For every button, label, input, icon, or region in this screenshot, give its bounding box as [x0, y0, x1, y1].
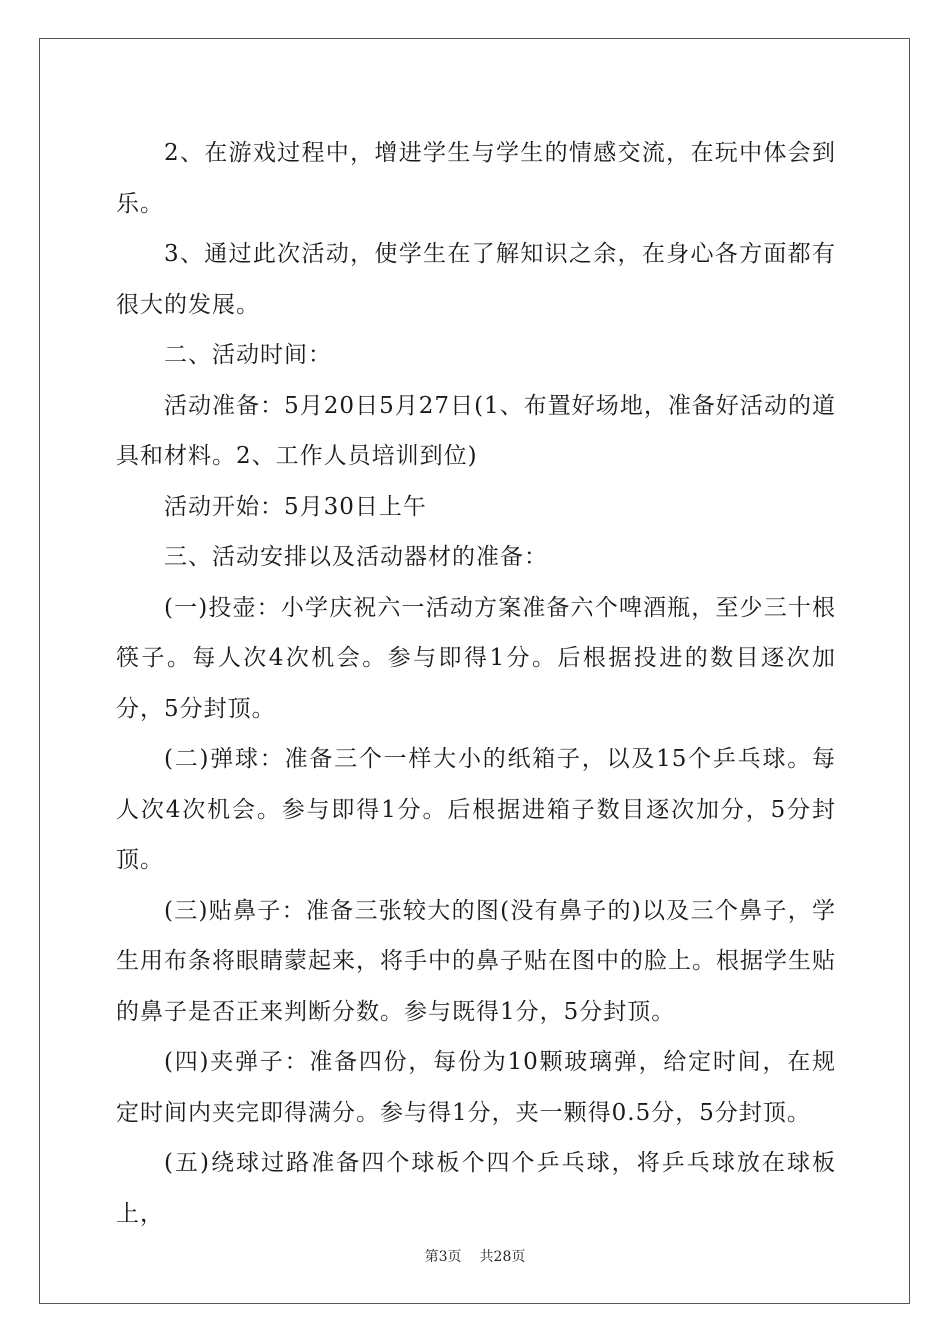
section-heading: 二、活动时间： [164, 342, 332, 368]
page-footer [0, 1248, 950, 1266]
paragraph: (一)投壶：小学庆祝六一活动方案准备六个啤酒瓶，至少三十根筷子。每人次4次机会。参与即得1分。后根据投进的数目逐次加分，5分封顶。 [116, 594, 836, 722]
page-total: 共28页 [479, 1249, 526, 1265]
paragraph: (三)贴鼻子：准备三张较大的图(没有鼻子的)以及三个鼻子，学生用布条将眼睛蒙起来，将手中的鼻子贴在图中的脸上。根据学生贴的鼻子是否正来判断分数。参与既得1分，5分封顶。 [116, 897, 836, 1025]
paragraph: 活动准备：5月20日5月27日(1、布置好场地，准备好活动的道具和材料。2、工作人员培训到位) [116, 392, 836, 469]
section-heading: 三、活动安排以及活动器材的准备： [164, 544, 548, 570]
paragraph: 2、在游戏过程中，增进学生与学生的情感交流，在玩中体会到乐。 [116, 140, 836, 217]
paragraph: (二)弹球：准备三个一样大小的纸箱子，以及15个乒乓球。每人次4次机会。参与即得1分。后根据进箱子数目逐次加分，5分封顶。 [116, 746, 836, 873]
page-number: 第3页 [424, 1249, 462, 1265]
paragraph: (五)绕球过路准备四个球板个四个乒乓球，将乒乓球放在球板上， [116, 1150, 836, 1227]
paragraph: 活动开始：5月30日上午 [164, 493, 427, 520]
document-body [116, 128, 836, 1239]
paragraph: 3、通过此次活动，使学生在了解知识之余，在身心各方面都有很大的发展。 [116, 241, 836, 318]
paragraph: (四)夹弹子：准备四份，每份为10颗玻璃弹，给定时间，在规定时间内夹完即得满分。参与得1分，夹一颗得0.5分，5分封顶。 [116, 1049, 836, 1126]
